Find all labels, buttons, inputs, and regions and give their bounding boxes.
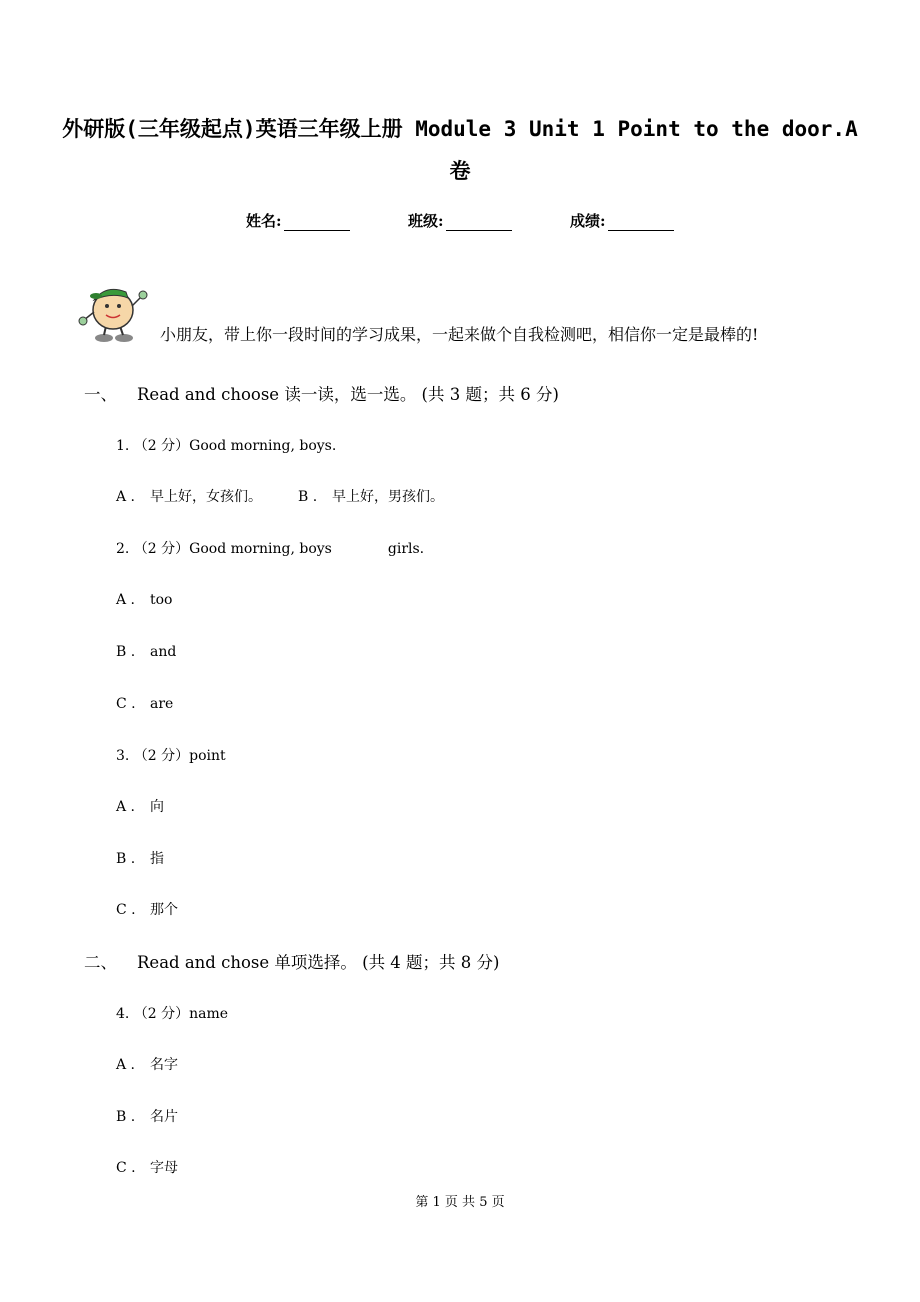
question-stem-4: 4. （2 分）name [116, 1006, 229, 1022]
option-text: 字母 [150, 1160, 178, 1176]
score-blank [608, 215, 674, 231]
question-stem-2 [116, 538, 424, 558]
option-row [116, 899, 178, 919]
option-letter: C . [116, 696, 136, 712]
intro-text: 小朋友，带上你一段时间的学习成果，一起来做个自我检测吧，相信你一定是最棒的! [160, 325, 759, 344]
option-text: and [150, 644, 177, 660]
option-text: too [150, 592, 173, 608]
option-letter: A . [116, 1057, 136, 1073]
option-row [116, 848, 164, 868]
name-label: 姓名: [246, 212, 282, 230]
class-blank [446, 215, 512, 231]
option-text: 向 [150, 799, 164, 815]
question-stem-3: 3. （2 分）point [116, 748, 226, 764]
question-stem-1: 1. （2 分）Good morning, boys. [116, 438, 337, 454]
option-text: 早上好，女孩们。 [150, 489, 262, 505]
page-footer: 第 1 页 共 5 页 [415, 1195, 505, 1210]
option-row [116, 1054, 178, 1074]
option-letter: C . [116, 902, 136, 918]
class-label: 班级: [408, 212, 444, 230]
option-text: 名字 [150, 1057, 178, 1073]
option-text: 指 [150, 851, 164, 867]
section-title: Read and chose 单项选择。 (共 4 题；共 8 分) [137, 953, 500, 972]
class-field [408, 210, 512, 231]
name-field [246, 210, 350, 231]
section-title: Read and choose 读一读，选一选。 (共 3 题；共 6 分) [137, 385, 559, 404]
option-letter: C . [116, 1160, 136, 1176]
question-stem-start: 2. （2 分）Good morning, boys [116, 541, 332, 557]
option-row [116, 592, 172, 608]
title-line-1: 外研版(三年级起点)英语三年级上册 Module 3 Unit 1 Point to the door.A [62, 117, 858, 141]
option-text: 早上好，男孩们。 [332, 489, 444, 505]
option-row [116, 1106, 178, 1126]
option-letter: A . [116, 592, 136, 608]
title-line-2: 卷 [449, 159, 471, 183]
option-text: 那个 [150, 902, 178, 918]
option-letter: B . [298, 489, 318, 505]
option-text: are [150, 696, 174, 712]
option-letter: B . [116, 644, 136, 660]
section-number: 二、 [84, 953, 117, 972]
option-letter: B . [116, 1109, 136, 1125]
question-1-options [116, 486, 444, 506]
section-heading-1 [84, 381, 559, 405]
option-letter: A . [116, 799, 136, 815]
option-row [116, 796, 164, 816]
option-row [116, 1157, 178, 1177]
option-text: 名片 [150, 1109, 178, 1125]
name-blank [284, 215, 350, 231]
option-row [116, 644, 176, 660]
page-title [60, 108, 860, 192]
option-letter: A . [116, 489, 136, 505]
option-row [116, 696, 173, 712]
option-letter: B . [116, 851, 136, 867]
section-number: 一、 [84, 385, 117, 404]
cartoon-mascot-icon [76, 282, 150, 344]
score-field [570, 210, 674, 231]
section-heading-2 [84, 949, 499, 973]
score-label: 成绩: [570, 212, 606, 230]
question-stem-end: girls. [387, 541, 425, 557]
